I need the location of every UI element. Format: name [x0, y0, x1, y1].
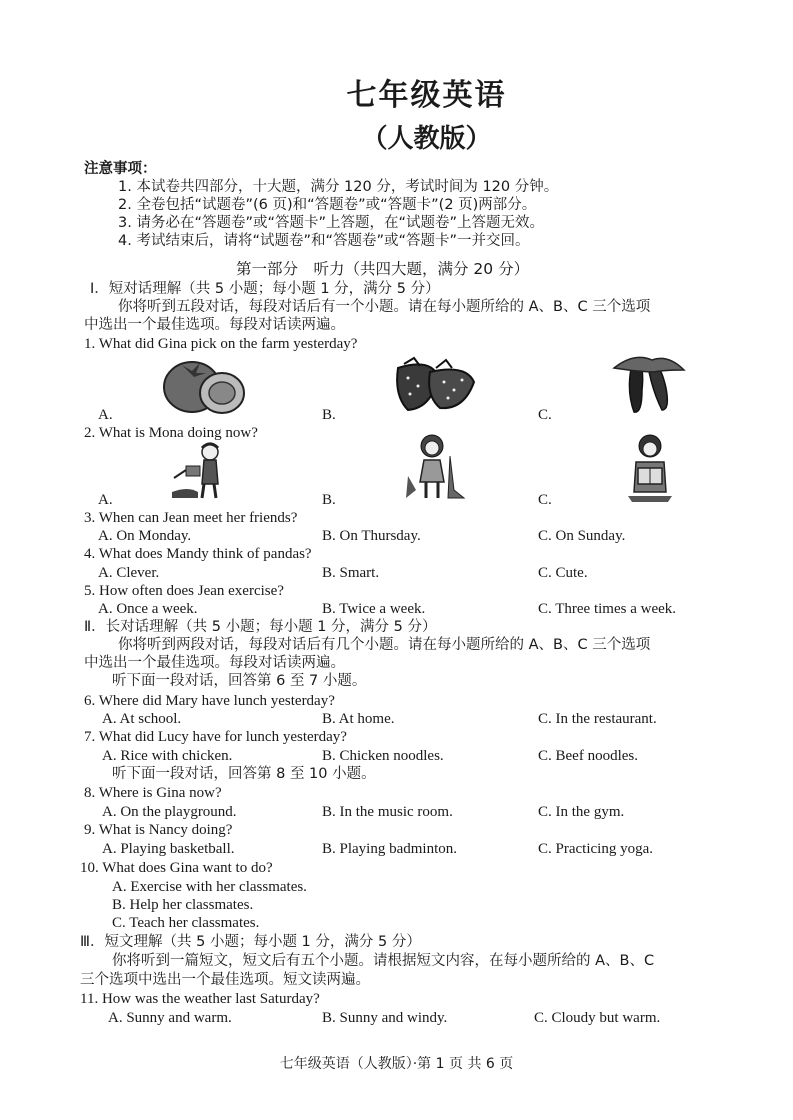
q2-option-a: A.	[98, 492, 113, 508]
strawberry-icon	[390, 356, 480, 414]
q4-option-a: A. Clever.	[98, 565, 160, 581]
section2-instruction-cont: 中选出一个最佳选项。每段对话读两遍。	[84, 655, 345, 671]
q5-option-c: C. Three times a week.	[538, 601, 677, 617]
girl-reading-icon	[622, 432, 678, 504]
section2-heading: Ⅱ．长对话理解（共 5 小题；每小题 1 分，满分 5 分）	[84, 619, 437, 635]
notes-heading: 注意事项：	[84, 161, 157, 177]
q10-option-c: C. Teach her classmates.	[112, 915, 260, 931]
q7-option-c: C. Beef noodles.	[538, 748, 638, 764]
q3-stem: 3. When can Jean meet her friends?	[84, 510, 298, 526]
section1-heading: Ⅰ．短对话理解（共 5 小题；每小题 1 分，满分 5 分）	[90, 281, 440, 297]
page-subtitle: （人教版）	[361, 124, 492, 154]
q9-option-b: B. Playing badminton.	[322, 841, 457, 857]
q10-stem: 10. What does Gina want to do?	[80, 860, 273, 876]
note-1: 1. 本试卷共四部分，十大题，满分 120 分，考试时间为 120 分钟。	[118, 179, 559, 195]
page-footer: 七年级英语（人教版）·第 1 页 共 6 页	[279, 1056, 514, 1072]
q1-stem: 1. What did Gina pick on the farm yesterday?	[84, 336, 358, 352]
eggplant-icon	[604, 350, 690, 416]
q2-option-c: C.	[538, 492, 552, 508]
q11-stem: 11. How was the weather last Saturday?	[80, 991, 320, 1007]
q11-option-a: A. Sunny and warm.	[108, 1010, 232, 1026]
section2-instruction: 你将听到两段对话，每段对话后有几个小题。请在每小题所给的 A、B、C 三个选项	[118, 637, 651, 653]
q11-option-b: B. Sunny and windy.	[322, 1010, 448, 1026]
girl-sweeping-icon	[404, 432, 468, 504]
q1-option-a: A.	[98, 407, 113, 423]
q8-option-c: C. In the gym.	[538, 804, 625, 820]
section3-instruction-cont: 三个选项中选出一个最佳选项。短文读两遍。	[80, 972, 370, 988]
q6-option-c: C. In the restaurant.	[538, 711, 657, 727]
note-3: 3. 请务必在“答题卷”或“答题卡”上答题，在“试题卷”上答题无效。	[118, 215, 545, 231]
girl-watering-icon	[168, 440, 232, 502]
q1-option-c: C.	[538, 407, 552, 423]
section3-heading: Ⅲ．短文理解（共 5 小题；每小题 1 分，满分 5 分）	[80, 934, 421, 950]
q6-option-b: B. At home.	[322, 711, 395, 727]
q10-option-b: B. Help her classmates.	[112, 897, 254, 913]
q4-option-c: C. Cute.	[538, 565, 588, 581]
q6-option-a: A. At school.	[102, 711, 182, 727]
section2-sub-instruction-1: 听下面一段对话，回答第 6 至 7 小题。	[112, 673, 367, 689]
q8-stem: 8. Where is Gina now?	[84, 785, 222, 801]
note-2: 2. 全卷包括“试题卷”(6 页)和“答题卷”或“答题卡”(2 页)两部分。	[118, 197, 537, 213]
part1-heading: 第一部分 听力（共四大题，满分 20 分）	[236, 260, 530, 278]
q9-option-a: A. Playing basketball.	[102, 841, 235, 857]
q5-option-b: B. Twice a week.	[322, 601, 426, 617]
q11-option-c: C. Cloudy but warm.	[534, 1010, 661, 1026]
q4-stem: 4. What does Mandy think of pandas?	[84, 546, 312, 562]
q8-option-a: A. On the playground.	[102, 804, 237, 820]
tomato-icon	[160, 355, 250, 415]
section3-instruction: 你将听到一篇短文，短文后有五个小题。请根据短文内容，在每小题所给的 A、B、C	[112, 953, 655, 969]
q3-option-b: B. On Thursday.	[322, 528, 421, 544]
q2-stem: 2. What is Mona doing now?	[84, 425, 258, 441]
q1-option-b: B.	[322, 407, 336, 423]
q6-stem: 6. Where did Mary have lunch yesterday?	[84, 693, 335, 709]
q5-stem: 5. How often does Jean exercise?	[84, 583, 284, 599]
q2-option-b: B.	[322, 492, 336, 508]
note-4: 4. 考试结束后，请将“试题卷”和“答题卷”或“答题卡”一并交回。	[118, 233, 530, 249]
q7-option-b: B. Chicken noodles.	[322, 748, 444, 764]
q9-stem: 9. What is Nancy doing?	[84, 822, 233, 838]
q3-option-a: A. On Monday.	[98, 528, 192, 544]
section1-instruction-cont: 中选出一个最佳选项。每段对话读两遍。	[84, 317, 345, 333]
q3-option-c: C. On Sunday.	[538, 528, 626, 544]
q10-option-a: A. Exercise with her classmates.	[112, 879, 307, 895]
section2-sub-instruction-2: 听下面一段对话，回答第 8 至 10 小题。	[112, 766, 376, 782]
q9-option-c: C. Practicing yoga.	[538, 841, 653, 857]
page-title: 七年级英语	[346, 78, 507, 113]
q5-option-a: A. Once a week.	[98, 601, 198, 617]
q7-stem: 7. What did Lucy have for lunch yesterday?	[84, 729, 347, 745]
section1-instruction: 你将听到五段对话，每段对话后有一个小题。请在每小题所给的 A、B、C 三个选项	[118, 299, 651, 315]
q8-option-b: B. In the music room.	[322, 804, 453, 820]
q4-option-b: B. Smart.	[322, 565, 380, 581]
q7-option-a: A. Rice with chicken.	[102, 748, 233, 764]
